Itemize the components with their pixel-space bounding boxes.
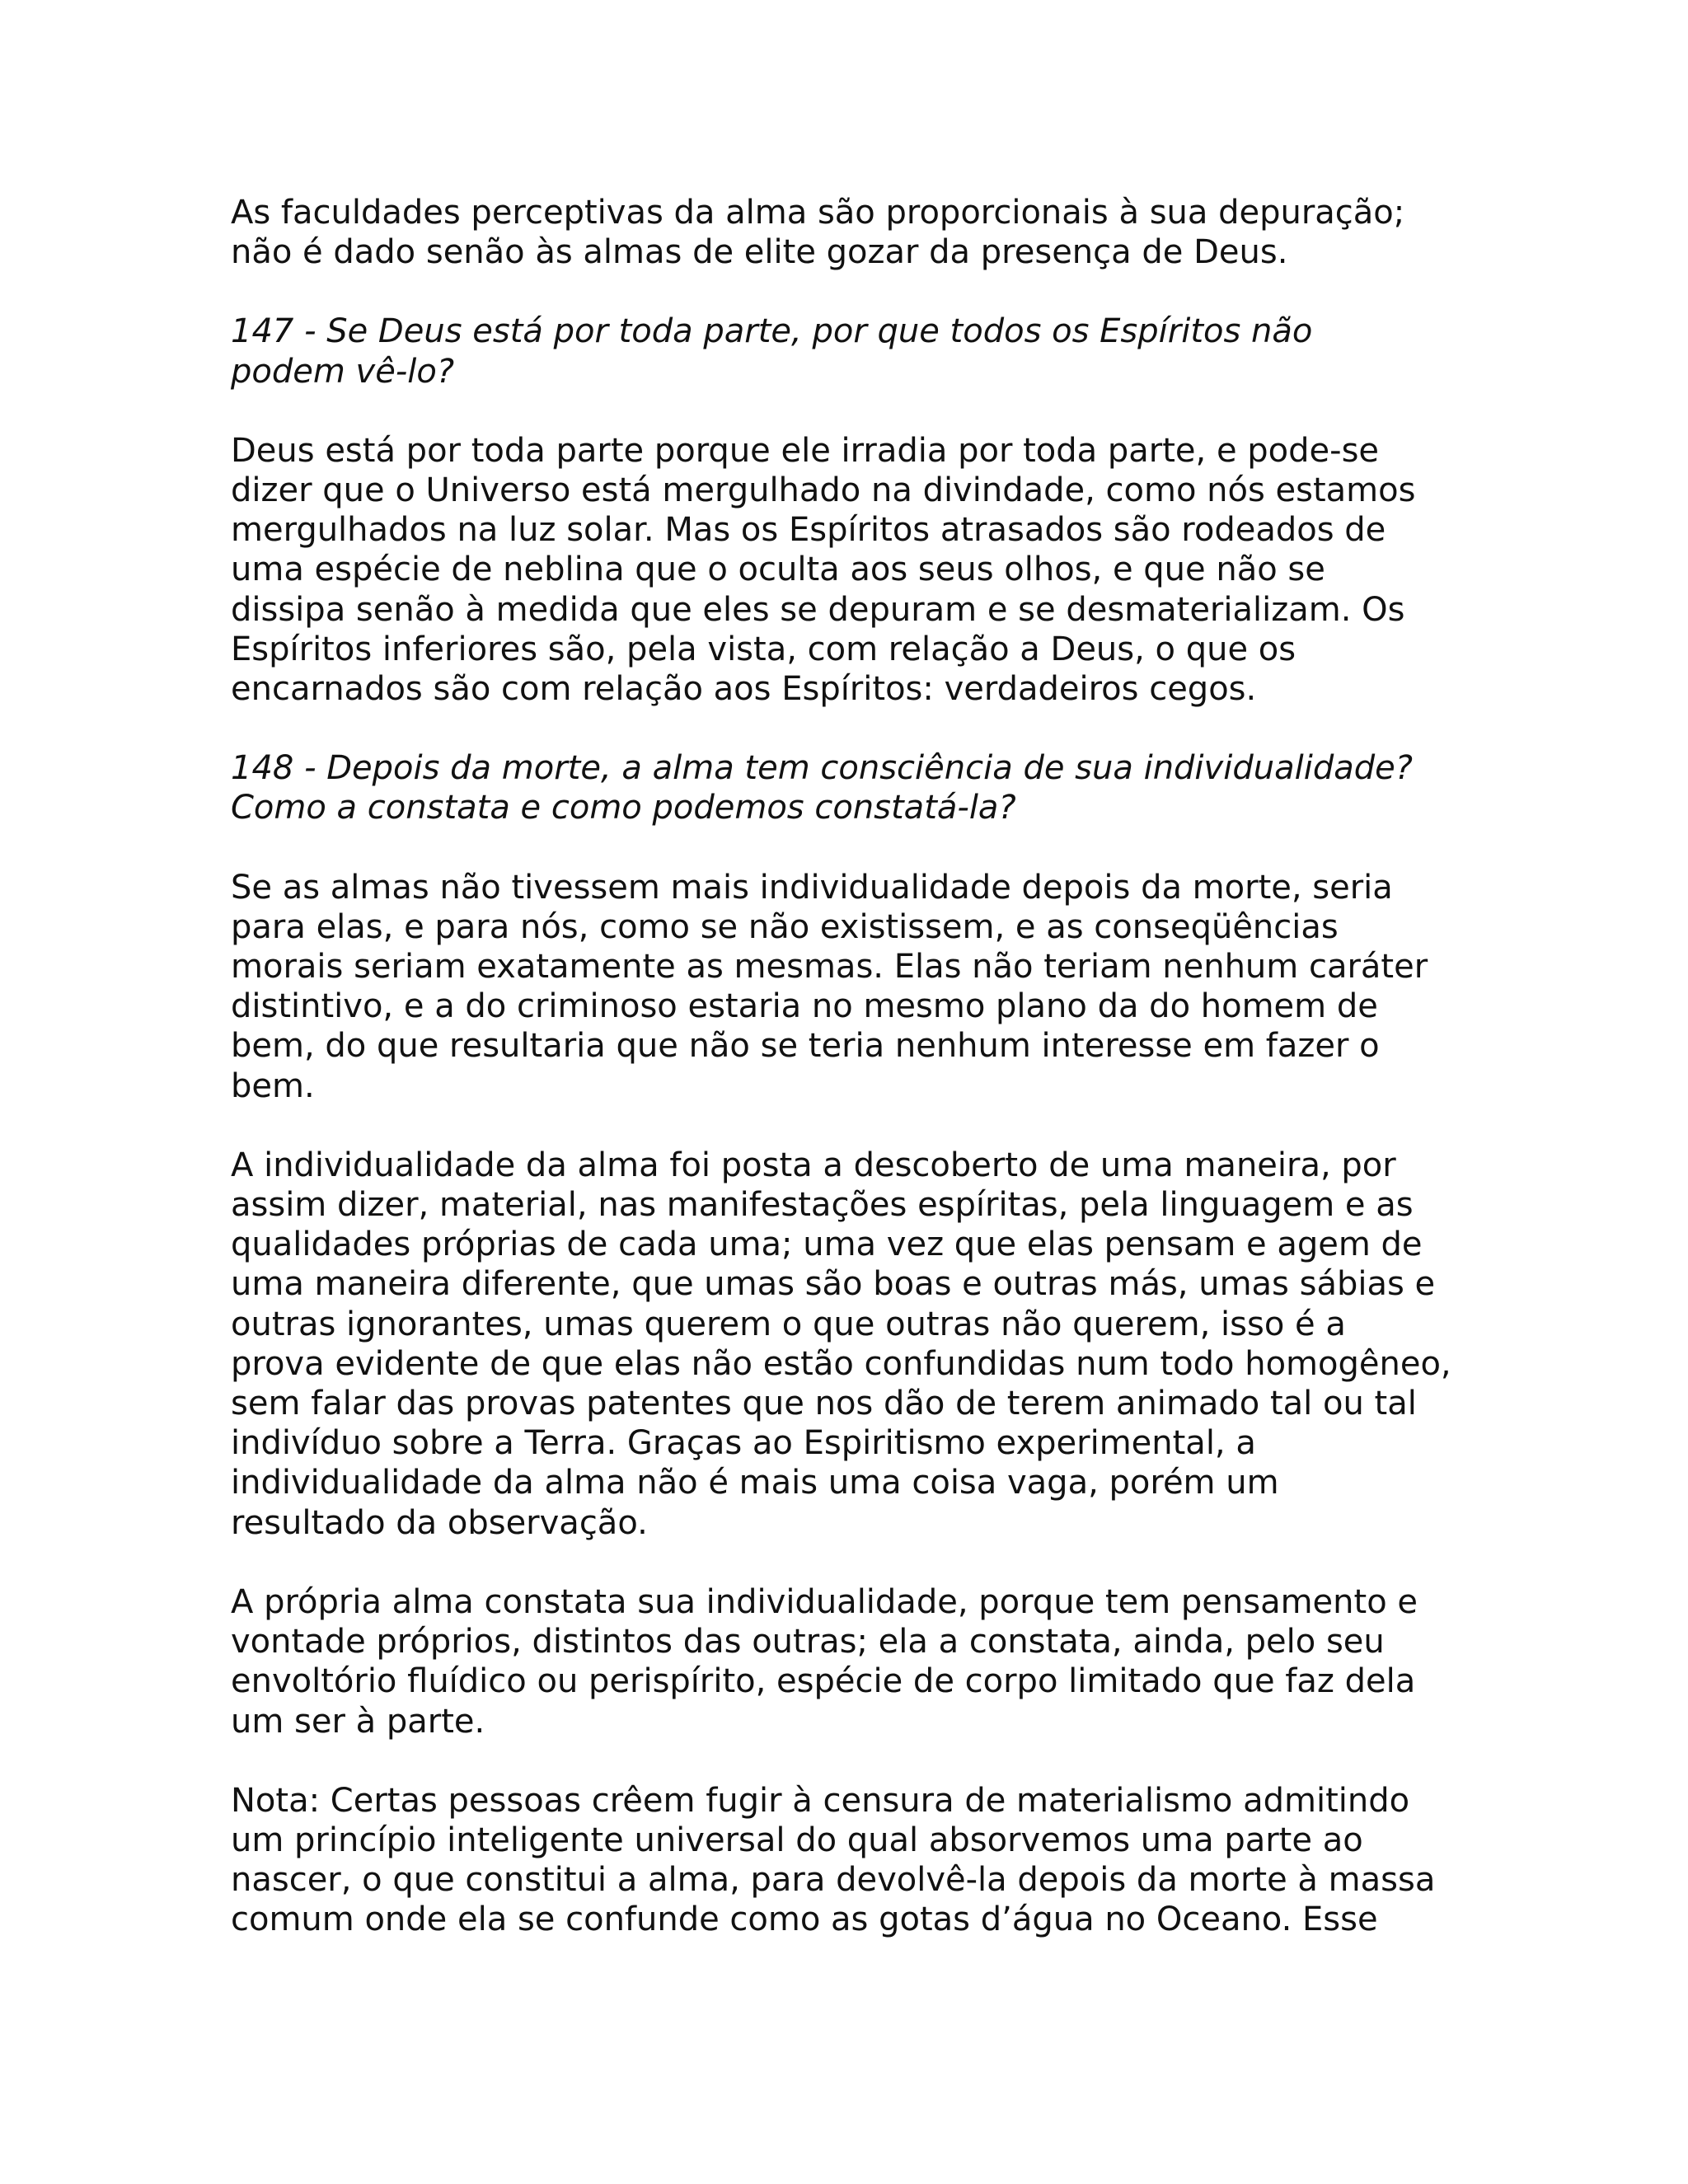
document-page [231, 193, 1467, 1980]
answer-148-part-3: A própria alma constata sua individualidade, porque tem pensamento e vontade próprios, distintos das outras; ela a constata, ainda, pelo seu envoltório fluídico ou perispírito, espécie de corpo limitado que faz dela um ser à parte. [231, 1582, 1418, 1741]
answer-148-part-2: A individualidade da alma foi posta a descoberto de uma maneira, por assim dizer, material, nas manifestações espíritas, pela linguagem e as qualidades próprias de cada uma; uma vez que elas pensam e agem de uma maneira diferente, que umas são boas e outras más, umas sábias e outras ignorantes, umas querem o que outras não querem, isso é a prova evidente de que elas não estão confundidas num todo homogêneo, sem falar das provas patentes que nos dão de terem animado tal ou tal indivíduo sobre a Terra. Graças ao Espiritismo experimental, a individualidade da alma não é mais uma coisa vaga, porém um resultado da observação. [231, 1146, 1451, 1542]
answer-147: Deus está por toda parte porque ele irradia por toda parte, e pode-se dizer que o Universo está mergulhado na divindade, como nós estamos mergulhados na luz solar. Mas os Espíritos atrasados são rodeados de uma espécie de neblina que o oculta aos seus olhos, e que não se dissipa senão à medida que eles se depuram e se desmaterializam. Os Espíritos inferiores são, pela vista, com relação a Deus, o que os encarnados são com relação aos Espíritos: verdadeiros cegos. [231, 431, 1416, 709]
question-148: 148 - Depois da morte, a alma tem consciência de sua individualidade? Como a constata e como podemos constatá-la? [231, 749, 1413, 827]
answer-148-part-1: Se as almas não tivessem mais individualidade depois da morte, seria para elas, e para nós, como se não existissem, e as conseqüências morais seriam exatamente as mesmas. Elas não teriam nenhum caráter distintivo, e a do criminoso estaria no mesmo plano da do homem de bem, do que resultaria que não se teria nenhum interesse em fazer o bem. [231, 868, 1428, 1105]
question-147: 147 - Se Deus está por toda parte, por que todos os Espíritos não podem vê-lo? [231, 312, 1313, 391]
paragraph-intro: As faculdades perceptivas da alma são proporcionais à sua depuração; não é dado senão às almas de elite gozar da presença de Deus. [231, 194, 1405, 272]
note-paragraph: Nota: Certas pessoas crêem fugir à censura de materialismo admitindo um princípio inteligente universal do qual absorvemos uma parte ao nascer, o que constitui a alma, para devolvê-la depois da morte à massa comum onde ela se confunde como as gotas d’água no Oceano. Esse [231, 1781, 1436, 1939]
